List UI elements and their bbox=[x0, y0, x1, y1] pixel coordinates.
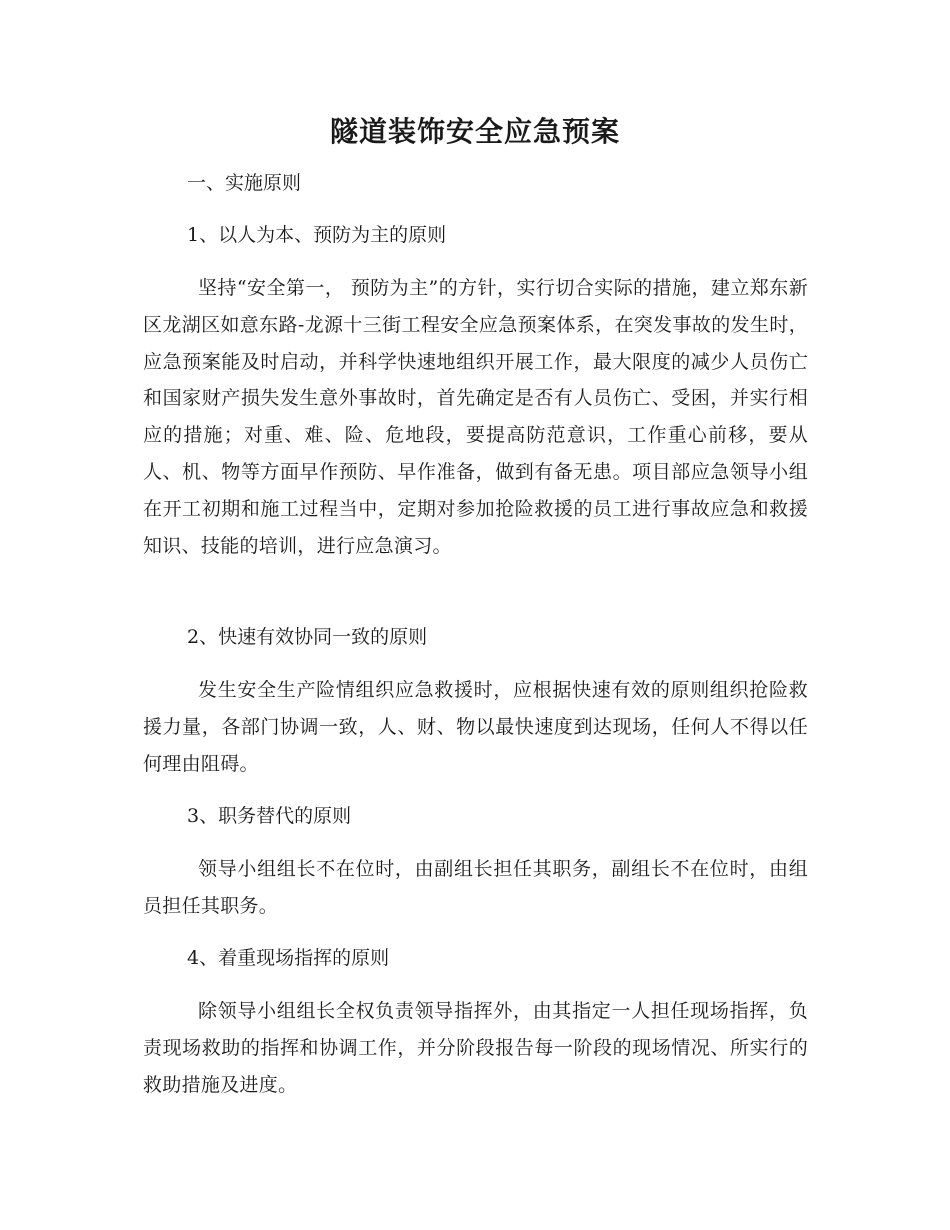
item-heading-3: 3、职务替代的原则 bbox=[187, 805, 352, 827]
section-heading: 一、实施原则 bbox=[187, 172, 302, 194]
item-heading-1: 1、以人为本、预防为主的原则 bbox=[187, 224, 447, 246]
item-heading-2: 2、快速有效协同一致的原则 bbox=[187, 626, 428, 648]
item-body-2: 发生安全生产险情组织应急救援时，应根据快速有效的原则组织抢险救援力量，各部门协调一致，人、财、物以最快速度到达现场，任何人不得以任何理由阻碍。 bbox=[143, 679, 808, 775]
item-heading-4: 4、着重现场指挥的原则 bbox=[187, 947, 390, 969]
item-body-4: 除领导小组组长全权负责领导指挥外，由其指定一人担任现场指挥，负责现场救助的指挥和协调工作，并分阶段报告每一阶段的现场情况、所实行的救助措施及进度。 bbox=[143, 1000, 808, 1096]
item-body-1: 坚持“安全第一， 预防为主”的方针，实行切合实际的措施，建立郑东新区龙湖区如意东路-龙源十三街工程安全应急预案体系，在突发事故的发生时，应急预案能及时启动，并科学快速地组织开展工作，最大限度的减少人员伤亡和国家财产损失发生意外事故时，首先确定是否有人员伤亡、受困，并实行相应的措施；对重、难、险、危地段，要提高防范意识，工作重心前移，要从人、机、物等方面早作预防、早作准备，做到有备无患。项目部应急领导小组在开工初期和施工过程当中，定期对参加抢险救援的员工进行事故应急和救援知识、技能的培训，进行应急演习。 bbox=[143, 277, 808, 557]
document-title: 隧道装饰安全应急预案 bbox=[329, 115, 620, 148]
item-body-3: 领导小组组长不在位时，由副组长担任其职务，副组长不在位时，由组员担任其职务。 bbox=[143, 858, 808, 917]
